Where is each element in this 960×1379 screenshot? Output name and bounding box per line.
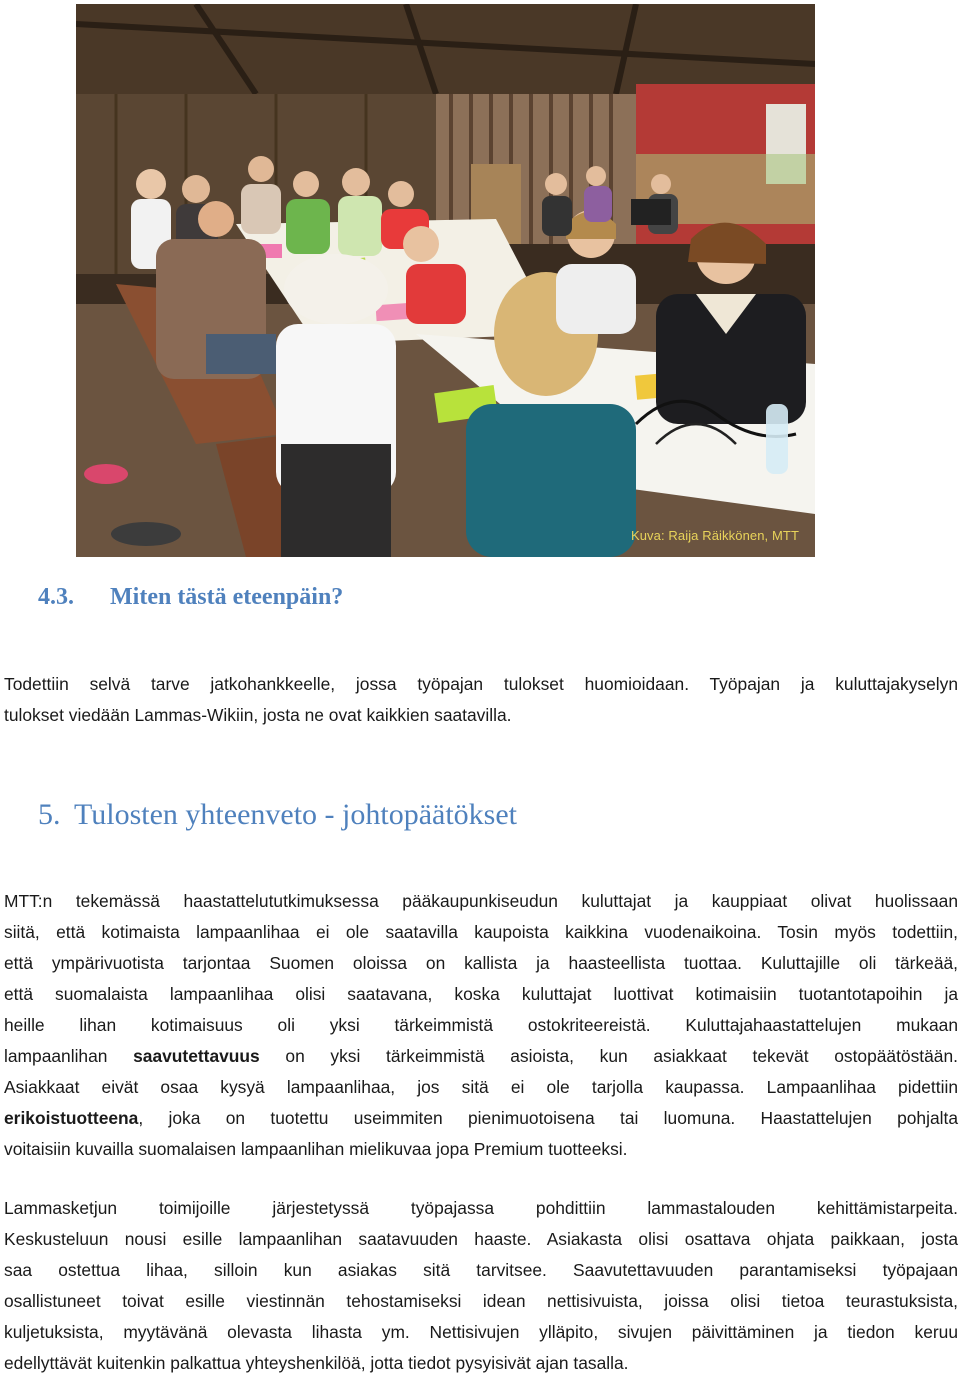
paragraph-line: Lammasketjun toimijoille järjestetyssä työpajassa pohdittiin lammastalouden kehittämistarpeita.	[4, 1198, 958, 1218]
section-5-number: 5.	[38, 798, 61, 831]
paragraph-line: Todettiin selvä tarve jatkohankkeelle, jossa työpajan tulokset huomioidaan. Työpajan ja kuluttajakyselyn	[4, 674, 958, 694]
paragraph-line: Asiakkaat eivät osaa kysyä lampaanlihaa, jos sitä ei ole tarjolla kaupassa. Lampaanlihaa pidettiin	[4, 1077, 958, 1097]
paragraph-line: siitä, että kotimaista lampaanlihaa ei ole saatavilla kaupoista kaikkina vuodenaikoina. Tosin myös todettiin,	[4, 922, 958, 942]
section-4-3-paragraph	[4, 669, 958, 731]
section-4-3-number: 4.3.	[38, 584, 74, 610]
paragraph-line	[4, 1103, 958, 1134]
paragraph-line: Keskusteluun nousi esille lampaanlihan saatavuuden haaste. Asiakasta olisi osattava ohjata paikkaan, josta	[4, 1229, 958, 1249]
section-5-paragraph-2	[4, 1193, 958, 1379]
photo-credit: Kuva: Raija Räikkönen, MTT	[630, 528, 799, 543]
paragraph-line: voitaisiin kuvailla suomalaisen lampaanlihan mielikuvaa jopa Premium tuotteeksi.	[4, 1139, 628, 1159]
bold-term-erikoistuotteena: erikoistuotteena	[4, 1108, 139, 1128]
section-5-paragraph-1	[4, 886, 958, 1165]
line-text: lampaanlihan	[4, 1046, 134, 1066]
paragraph-line: MTT:n tekemässä haastattelututkimuksessa pääkaupunkiseudun kuluttajat ja kauppiaat olivat huolissaan	[4, 891, 958, 911]
paragraph-line: osallistuneet toivat esille viestinnän tehostamiseksi idean nettisivuista, joissa olisi tietoa teurastuksista,	[4, 1291, 958, 1311]
paragraph-line: tulokset viedään Lammas-Wikiin, josta ne ovat kaikkien saatavilla.	[4, 705, 512, 725]
section-4-3-title: Miten tästä eteenpäin?	[110, 584, 344, 610]
workshop-photo	[76, 4, 815, 557]
workshop-photo-illustration	[76, 4, 815, 557]
line-text: on yksi tärkeimmistä asioista, kun asiakkaat tekevät ostopäätöstään.	[259, 1046, 958, 1066]
bold-term-saavutettavuus: saavutettavuus	[133, 1046, 260, 1066]
section-5-title: Tulosten yhteenveto - johtopäätökset	[74, 798, 517, 831]
section-4-3-heading	[38, 584, 343, 611]
paragraph-line: heille lihan kotimaisuus oli yksi tärkeimmistä ostokriteereistä. Kuluttajahaastattelujen mukaan	[4, 1015, 958, 1035]
paragraph-line: saa ostettua lihaa, silloin kun asiakas sitä tarvitsee. Saavutettavuuden parantamiseksi työpajaan	[4, 1260, 958, 1280]
section-5-heading	[38, 798, 517, 832]
paragraph-line: että ympärivuotista tarjontaa Suomen oloissa on kallista ja haasteellista tuottaa. Kuluttajille oli tärkeää,	[4, 953, 958, 973]
paragraph-line	[4, 1041, 958, 1072]
paragraph-line: että suomalaista lampaanlihaa olisi saatavana, koska kuluttajat luottivat kotimaisiin tuotantotapoihin ja	[4, 984, 958, 1004]
line-text: , joka on tuotettu useimmiten pienimuotoisena tai luomuna. Haastattelujen pohjalta	[138, 1108, 958, 1128]
paragraph-line: kuljetuksista, myytävänä olevasta lihasta ym. Nettisivujen ylläpito, sivujen päivittäminen ja tiedon keruu	[4, 1322, 958, 1342]
paragraph-line: edellyttävät kuitenkin palkattua yhteyshenkilöä, jotta tiedot pysyisivät ajan tasalla.	[4, 1353, 629, 1373]
